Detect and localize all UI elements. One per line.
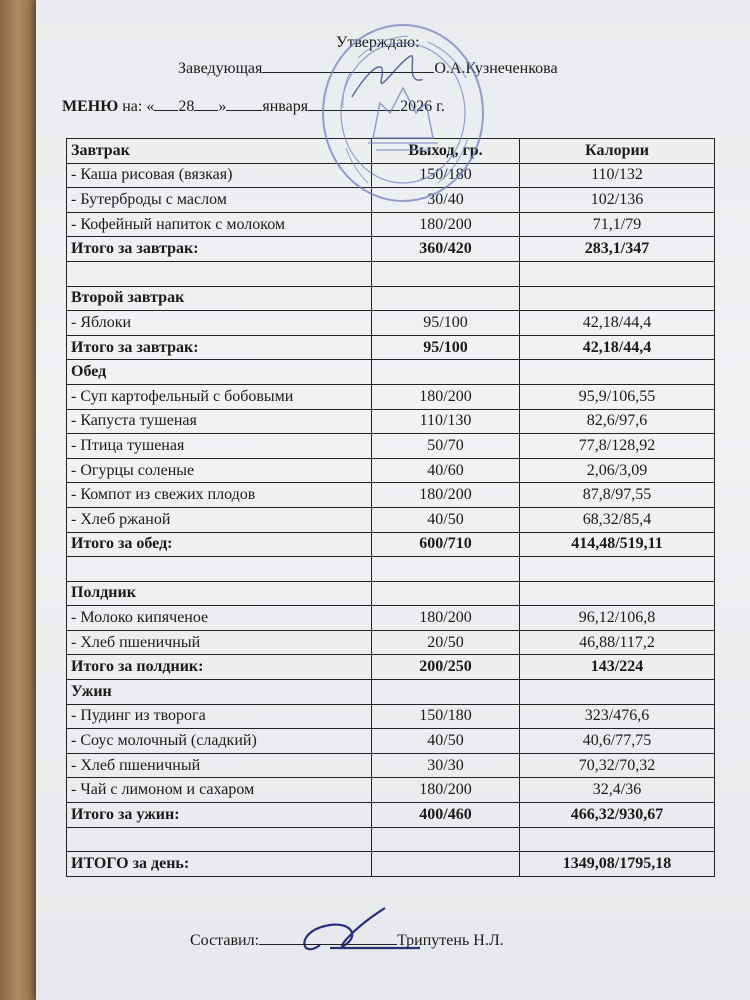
cell-dish: - Капуста тушеная [67, 409, 372, 434]
cell-calories: 2,06/3,09 [520, 458, 715, 483]
menu-date-line [62, 96, 445, 116]
table-row [67, 237, 715, 262]
table-row [67, 680, 715, 705]
cell-dish: - Суп картофельный с бобовыми [67, 384, 372, 409]
cell-calories [520, 286, 715, 311]
table-row [67, 434, 715, 459]
table-row [67, 409, 715, 434]
table-row [67, 384, 715, 409]
cell-calories: 71,1/79 [520, 212, 715, 237]
day-blank-right [194, 96, 218, 111]
cell-output: 40/60 [372, 458, 520, 483]
cell-calories: 40,6/77,75 [520, 729, 715, 754]
cell-output: 40/50 [372, 507, 520, 532]
cell-calories: 70,32/70,32 [520, 753, 715, 778]
cell-output: 150/180 [372, 704, 520, 729]
cell-calories [520, 360, 715, 385]
cell-calories [520, 581, 715, 606]
cell-dish: Обед [67, 360, 372, 385]
table-row [67, 261, 715, 286]
cell-dish: - Чай с лимоном и сахаром [67, 778, 372, 803]
cell-dish: Итого за полдник: [67, 655, 372, 680]
cell-calories [520, 261, 715, 286]
cell-calories: 102/136 [520, 188, 715, 213]
cell-dish: Ужин [67, 680, 372, 705]
cell-calories: 110/132 [520, 163, 715, 188]
column-header-dish: Завтрак [67, 139, 372, 164]
cell-dish: - Соус молочный (сладкий) [67, 729, 372, 754]
cell-output: 180/200 [372, 212, 520, 237]
cell-dish: - Пудинг из творога [67, 704, 372, 729]
cell-calories: 96,12/106,8 [520, 606, 715, 631]
table-row [67, 729, 715, 754]
table-row [67, 483, 715, 508]
cell-calories [520, 827, 715, 852]
cell-dish: - Огурцы соленые [67, 458, 372, 483]
table-row [67, 163, 715, 188]
table-row [67, 212, 715, 237]
cell-output: 150/180 [372, 163, 520, 188]
compiler-name: Трипутень Н.Л. [397, 932, 504, 949]
cell-calories: 46,88/117,2 [520, 630, 715, 655]
table-row [67, 581, 715, 606]
table-row [67, 557, 715, 582]
cell-output [372, 581, 520, 606]
table-row [67, 360, 715, 385]
table-row [67, 704, 715, 729]
cell-dish: Итого за завтрак: [67, 335, 372, 360]
approve-label: Утверждаю: [336, 34, 420, 51]
table-row [67, 803, 715, 828]
cell-output [372, 557, 520, 582]
compiled-by-label: Составил: [190, 932, 260, 949]
cell-calories: 466,32/930,67 [520, 803, 715, 828]
cell-output: 180/200 [372, 384, 520, 409]
menu-on-label: на: « [118, 98, 155, 115]
cell-calories: 143/224 [520, 655, 715, 680]
cell-calories: 283,1/347 [520, 237, 715, 262]
cell-calories [520, 557, 715, 582]
cell-output: 30/40 [372, 188, 520, 213]
cell-dish: - Хлеб пшеничный [67, 753, 372, 778]
position-label: Заведующая [178, 60, 263, 77]
cell-dish: - Яблоки [67, 311, 372, 336]
cell-output [372, 360, 520, 385]
column-header-calories: Калории [520, 139, 715, 164]
cell-dish: Полдник [67, 581, 372, 606]
menu-title: МЕНЮ [62, 98, 119, 115]
table-row [67, 778, 715, 803]
cell-output [372, 680, 520, 705]
table-row [67, 606, 715, 631]
cell-calories: 82,6/97,6 [520, 409, 715, 434]
cell-output: 180/200 [372, 606, 520, 631]
cell-calories [520, 680, 715, 705]
cell-dish [67, 261, 372, 286]
cell-output: 95/100 [372, 335, 520, 360]
table-row [67, 335, 715, 360]
cell-calories: 42,18/44,4 [520, 335, 715, 360]
cell-dish: - Бутерброды с маслом [67, 188, 372, 213]
cell-dish: - Птица тушеная [67, 434, 372, 459]
cell-calories: 77,8/128,92 [520, 434, 715, 459]
cell-dish: - Молоко кипяченое [67, 606, 372, 631]
cell-dish: ИТОГО за день: [67, 852, 372, 877]
cell-output: 200/250 [372, 655, 520, 680]
cell-dish: - Компот из свежих плодов [67, 483, 372, 508]
signature-blank [262, 58, 434, 73]
cell-output [372, 286, 520, 311]
table-row [67, 458, 715, 483]
cell-output: 40/50 [372, 729, 520, 754]
menu-quote-close: » [218, 98, 227, 115]
cell-dish [67, 557, 372, 582]
cell-dish: Второй завтрак [67, 286, 372, 311]
table-row [67, 827, 715, 852]
cell-output: 30/30 [372, 753, 520, 778]
menu-table [66, 138, 715, 877]
cell-calories: 323/476,6 [520, 704, 715, 729]
month-blank [226, 96, 262, 111]
table-row [67, 286, 715, 311]
table-header-row [67, 139, 715, 164]
table-row [67, 311, 715, 336]
compiler-signature-blank [259, 930, 397, 945]
cell-output: 180/200 [372, 778, 520, 803]
table-row [67, 188, 715, 213]
table-row [67, 852, 715, 877]
table-row [67, 532, 715, 557]
table-row [67, 753, 715, 778]
cell-calories: 1349,08/1795,18 [520, 852, 715, 877]
table-row [67, 507, 715, 532]
head-approval-line [178, 58, 558, 78]
cell-output: 110/130 [372, 409, 520, 434]
cell-output [372, 261, 520, 286]
cell-output: 20/50 [372, 630, 520, 655]
cell-dish: - Каша рисовая (вязкая) [67, 163, 372, 188]
cell-output [372, 827, 520, 852]
cell-output: 180/200 [372, 483, 520, 508]
cell-calories: 32,4/36 [520, 778, 715, 803]
cell-calories: 87,8/97,55 [520, 483, 715, 508]
cell-dish: Итого за ужин: [67, 803, 372, 828]
cell-calories: 95,9/106,55 [520, 384, 715, 409]
head-name: О.А.Кузнеченкова [434, 60, 558, 77]
year-blank [308, 96, 400, 111]
cell-calories: 414,48/519,11 [520, 532, 715, 557]
menu-day: 28 [178, 98, 195, 115]
menu-month: января [262, 98, 309, 115]
menu-year: 2026 г. [400, 98, 445, 115]
cell-dish: - Хлеб пшеничный [67, 630, 372, 655]
table-row [67, 630, 715, 655]
cell-dish [67, 827, 372, 852]
cell-calories: 42,18/44,4 [520, 311, 715, 336]
cell-output [372, 852, 520, 877]
cell-output: 400/460 [372, 803, 520, 828]
cell-dish: Итого за обед: [67, 532, 372, 557]
cell-output: 360/420 [372, 237, 520, 262]
cell-dish: Итого за завтрак: [67, 237, 372, 262]
cell-output: 600/710 [372, 532, 520, 557]
column-header-output: Выход, гр. [372, 139, 520, 164]
table-row [67, 655, 715, 680]
cell-output: 50/70 [372, 434, 520, 459]
cell-dish: - Хлеб ржаной [67, 507, 372, 532]
cell-output: 95/100 [372, 311, 520, 336]
day-blank-left [154, 96, 178, 111]
cell-calories: 68,32/85,4 [520, 507, 715, 532]
cell-dish: - Кофейный напиток с молоком [67, 212, 372, 237]
footer-line [190, 930, 504, 950]
